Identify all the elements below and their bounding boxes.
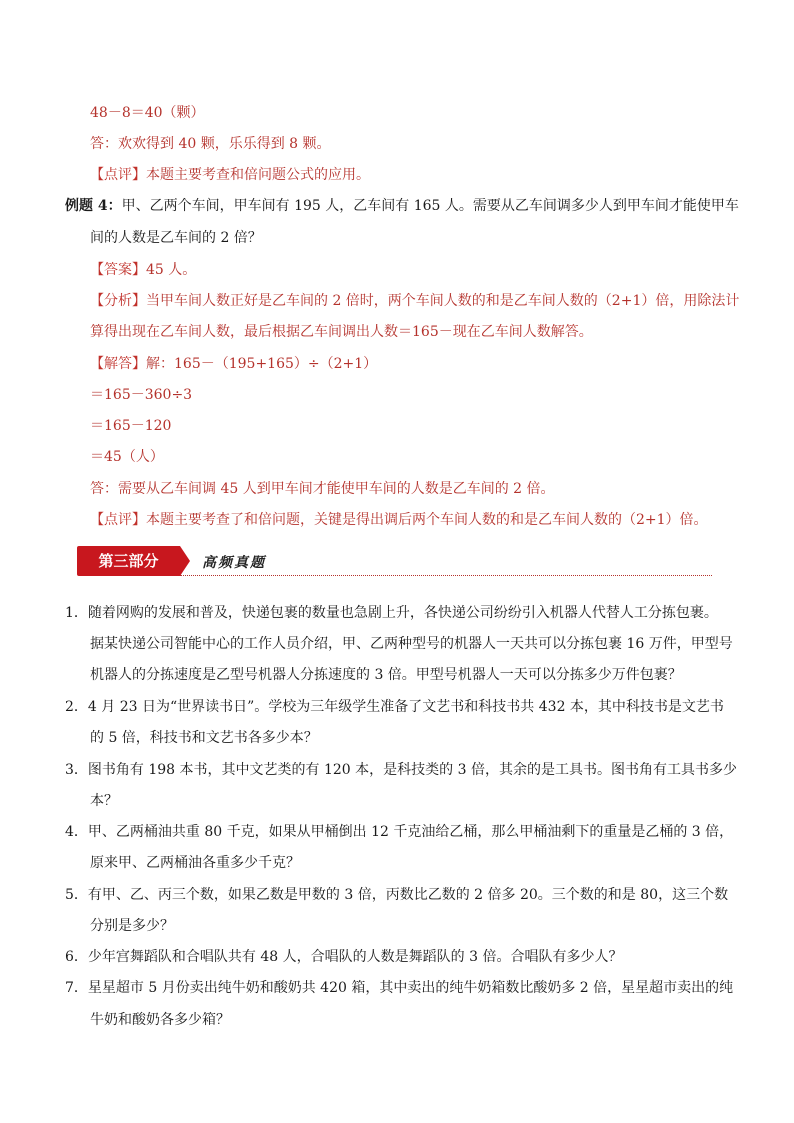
question-1-line-2: 据某快递公司智能中心的工作人员介绍，甲、乙两种型号的机器人一天共可以分拣包裹 16 万件，甲型号 xyxy=(90,636,733,652)
question-number: 3． xyxy=(65,762,88,778)
question-number: 4． xyxy=(65,824,88,840)
answer-block xyxy=(90,260,196,280)
comment-1 xyxy=(90,165,370,185)
question-4-line-1 xyxy=(65,822,733,842)
question-3-line-2: 本？ xyxy=(90,793,118,809)
question-number: 5． xyxy=(65,887,88,903)
question-number: 1． xyxy=(65,605,88,621)
question-text: 有甲、乙、丙三个数，如果乙数是甲数的 3 倍，丙数比乙数的 2 倍多 20。三个数的和是 80，这三个数 xyxy=(87,887,729,903)
question-text: 星星超市 5 月份卖出纯牛奶和酸奶共 420 箱，其中卖出的纯牛奶箱数比酸奶多 2 倍，星星超市卖出的纯 xyxy=(87,980,734,996)
analysis-text: 当甲车间人数正好是乙车间的 2 倍时，两个车间人数的和是乙车间人数的（2+1）倍，用除法计 xyxy=(146,293,740,309)
example-text: 甲、乙两个车间，甲车间有 195 人，乙车间有 165 人。需要从乙车间调多少人到甲车间才能使甲车 xyxy=(121,198,739,214)
comment-text: 本题主要考查了和倍问题，关键是得出调后两个车间人数的和是乙车间人数的（2+1）倍。 xyxy=(146,512,708,528)
question-text: 随着网购的发展和普及，快递包裹的数量也急剧上升，各快递公司纷纷引入机器人代替人工分拣包裹。 xyxy=(87,605,718,621)
solution-line-1 xyxy=(90,354,377,374)
comment-tag: 【点评】 xyxy=(90,512,146,528)
question-number: 2． xyxy=(65,699,88,715)
analysis-line-1 xyxy=(90,291,739,311)
section-title: 高频真题 xyxy=(202,555,266,571)
solution-step: ＝165－120 xyxy=(90,418,172,434)
example-label: 例题 4： xyxy=(65,198,122,214)
solution-tag: 【解答】 xyxy=(90,356,146,372)
example-4-line-1 xyxy=(65,196,739,216)
answer-text: 45 人。 xyxy=(146,262,197,278)
question-number: 7． xyxy=(65,980,88,996)
comment-text: 本题主要考查和倍问题公式的应用。 xyxy=(146,167,370,183)
question-text: 4 月 23 日为“世界读书日”。学校为三年级学生准备了文艺书和科技书共 432 本，其中科技书是文艺书 xyxy=(87,699,724,715)
question-7-line-2: 牛奶和酸奶各多少箱？ xyxy=(90,1012,230,1028)
comment-2 xyxy=(90,510,708,530)
question-5-line-1 xyxy=(65,885,728,905)
question-7-line-1 xyxy=(65,978,733,998)
question-text: 少年宫舞蹈队和合唱队共有 48 人，合唱队的人数是舞蹈队的 3 倍。合唱队有多少人？ xyxy=(87,949,623,965)
question-3-line-1 xyxy=(65,760,737,780)
question-1-line-3: 机器人的分拣速度是乙型号机器人分拣速度的 3 倍。甲型号机器人一天可以分拣多少万件包裹？ xyxy=(90,667,682,683)
answer-line: 答：欢欢得到 40 颗，乐乐得到 8 颗。 xyxy=(90,136,331,152)
solution-step: ＝45（人） xyxy=(90,449,164,465)
question-5-line-2: 分别是多少？ xyxy=(90,918,174,934)
question-1-line-1 xyxy=(65,603,718,623)
comment-tag: 【点评】 xyxy=(90,167,146,183)
section-badge-arrow xyxy=(180,546,190,576)
example-4-line-2: 间的人数是乙车间的 2 倍？ xyxy=(90,230,262,246)
answer-tag: 【答案】 xyxy=(90,262,146,278)
section-divider xyxy=(180,575,712,576)
solution-step: ＝165－360÷3 xyxy=(90,387,193,403)
solution-final: 答：需要从乙车间调 45 人到甲车间才能使甲车间的人数是乙车间的 2 倍。 xyxy=(90,481,555,497)
question-text: 图书角有 198 本书，其中文艺类的有 120 本，是科技类的 3 倍，其余的是工具书。图书角有工具书多少 xyxy=(87,762,737,778)
question-4-line-2: 原来甲、乙两桶油各重多少千克？ xyxy=(90,855,300,871)
question-2-line-1 xyxy=(65,697,724,717)
section-badge: 第三部分 xyxy=(77,546,180,576)
question-number: 6． xyxy=(65,949,88,965)
solution-first: 解：165－（195+165）÷（2+1） xyxy=(146,356,378,372)
section-header xyxy=(77,546,712,578)
analysis-tag: 【分析】 xyxy=(90,293,146,309)
analysis-line-2: 算得出现在乙车间人数，最后根据乙车间调出人数＝165－现在乙车间人数解答。 xyxy=(90,324,593,340)
question-6-line-1 xyxy=(65,947,622,967)
question-text: 甲、乙两桶油共重 80 千克，如果从甲桶倒出 12 千克油给乙桶，那么甲桶油剩下的重量是乙桶的 3 倍， xyxy=(87,824,734,840)
question-2-line-2: 的 5 倍，科技书和文艺书各多少本？ xyxy=(90,730,318,746)
calc-line: 48－8＝40（颗） xyxy=(90,105,205,121)
